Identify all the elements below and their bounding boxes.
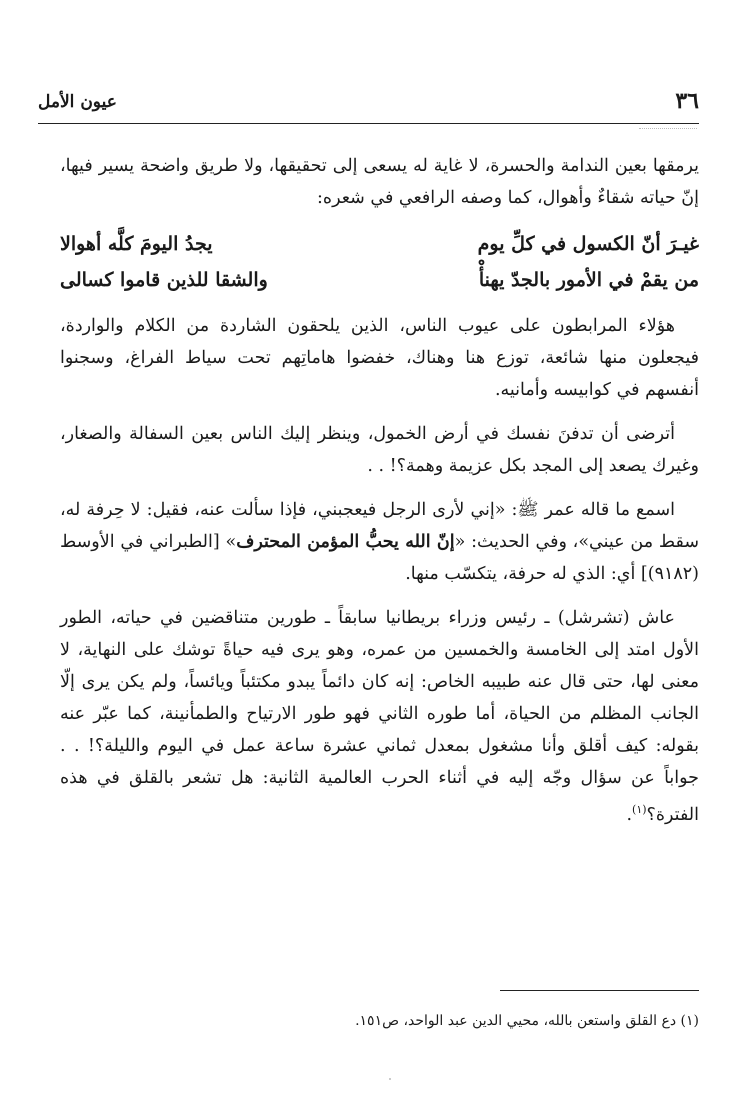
footnote-reference[interactable]: (١)	[632, 803, 647, 816]
paragraph-5	[60, 602, 699, 831]
paragraph-4-start: اسمع ما قاله عمر ﷺ: «إني لأرى الرجل فيعجبني، فإذا سألت عنه، فقيل: لا حِرفة له، سقط من عيني»، وفي الحديث: «	[60, 500, 700, 552]
verse-line-1	[60, 226, 699, 262]
running-title: عيون الأمل	[38, 92, 117, 112]
paragraph-1: يرمقها بعين الندامة والحسرة، لا غاية له يسعى إلى تحقيقها، ولا طريق واضحة يسير فيها، إنّ حياته شقاءٌ وأهوال، كما وصفه الرافعي في شعره:	[60, 156, 699, 208]
paragraph-4-end: » [الطبراني في الأوسط (٩١٨٢)] أي: الذي له حرفة، يتكسّب منها.	[60, 532, 699, 584]
verse-1-first-hemistich: غيـرَ أنّ الكسول في كلِّ يوم	[477, 233, 699, 255]
paragraph-4	[60, 494, 699, 590]
verse-line-2	[60, 262, 699, 298]
paragraph-2: هؤلاء المرابطون على عيوب الناس، الذين يلحقون الشاردة من الكلام والواردة، فيجعلون منها شائعة، توزع هنا وهناك، خفضوا هاماتِهم تحت سياط الفراغ، وسجنوا أنفسهم في كوابيسه وأمانيه.	[60, 316, 699, 400]
verse-1-second-hemistich: يجدُ اليومَ كلَّه أهوالا	[60, 233, 213, 255]
poem	[60, 226, 699, 298]
page-speck	[389, 1078, 391, 1080]
paragraph-3: أترضى أن تدفنَ نفسك في أرض الخمول، وينظر إليك الناس بعين السفالة والصغار، وغيرك يصعد إلى المجد بكل عزيمة وهمة؟! . .	[60, 424, 699, 476]
page-header	[38, 88, 699, 122]
hadith-quote: إنّ الله يحبُّ المؤمن المحترف	[236, 532, 455, 552]
header-mark	[639, 128, 697, 133]
page-number: ٣٦	[675, 88, 699, 114]
page-body	[60, 150, 699, 843]
footnote-rule	[500, 990, 699, 991]
header-rule	[38, 123, 699, 124]
verse-2-first-hemistich: من يقمْ في الأمور بالجدّ يهنأْ	[478, 269, 699, 291]
footnote: (١) دع القلق واستعن بالله، محيي الدين عبد الواحد، ص١٥١.	[355, 1013, 699, 1029]
paragraph-5-end: .	[626, 804, 633, 825]
paragraph-5-text: عاش (تشرشل) ـ رئيس وزراء بريطانيا سابقاً ـ طورين متناقضين في حياته، الطور الأول امتد إلى الخامسة والخمسين من عمره، وهو يرى فيه حياةً توشك على النهاية، لا معنى لها، حتى قال عنه طبيبه الخاص: إنه كان دائماً يبدو مكتئباً ويائساً، ولم يكن يرى إلّا الجانب المظلم من الحياة، أما طوره الثاني فهو طور الارتياح والطمأنينة، كما عبّر عنه بقوله: كيف أقلق وأنا مشغول بمعدل ثماني عشرة ساعة عمل في اليوم والليلة؟! . . جواباً عن سؤال وجّه إليه في أثناء الحرب العالمية الثانية: هل تشعر بالقلق في هذه الفترة؟	[60, 608, 699, 825]
verse-2-second-hemistich: والشقا للذين قاموا كسالى	[60, 269, 268, 291]
